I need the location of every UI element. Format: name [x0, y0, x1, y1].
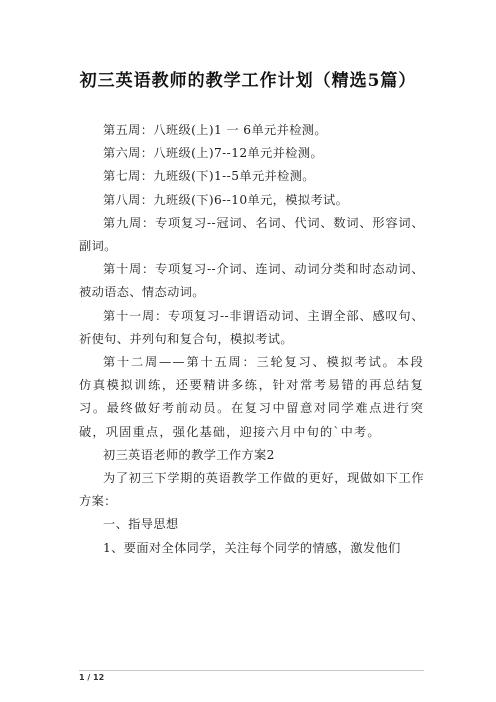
paragraph: 第五周：八班级(上)1 一 6单元并检测。 [103, 123, 327, 137]
paragraph: 第九周：专项复习--冠词、名词、代词、数词、形容词、副词。 [79, 215, 424, 254]
paragraph: 第八周：九班级(下)6--10单元，模拟考试。 [103, 192, 349, 207]
paragraph: 第十二周——第十五周：三轮复习、模拟考试。本段仿真模拟训练，还要精讲多练，针对常考易错的再总结复习。最终做好考前动员。在复习中留意对同学难点进行突破，巩固重点，强化基础，迎接六月中旬的`中考。 [79, 355, 424, 439]
paragraph: 第七周：九班级(下)1--5单元并检测。 [103, 169, 315, 184]
footer-divider [79, 670, 424, 671]
paragraph: 1、要面对全体同学，关注每个同学的情感，激发他们 [103, 540, 401, 555]
section-heading: 一、指导思想 [103, 517, 179, 532]
document-title: 初三英语教师的教学工作计划（精选5篇） [79, 71, 417, 91]
page-indicator: 1 / 12 [79, 673, 105, 682]
paragraph: 第六周：八班级(上)7--12单元并检测。 [103, 146, 324, 161]
paragraph: 第十周：专项复习--介词、连词、动词分类和时态动词、被动语态、情态动词。 [79, 262, 424, 300]
document-body [79, 119, 424, 560]
paragraph: 初三英语老师的教学工作方案2 [103, 447, 275, 462]
paragraph: 第十一周：专项复习--非谓语动词、主谓全部、感叹句、祈使句、并列句和复合句，模拟考试。 [79, 308, 424, 346]
paragraph: 为了初三下学期的英语教学工作做的更好，现做如下工作方案： [79, 471, 424, 509]
